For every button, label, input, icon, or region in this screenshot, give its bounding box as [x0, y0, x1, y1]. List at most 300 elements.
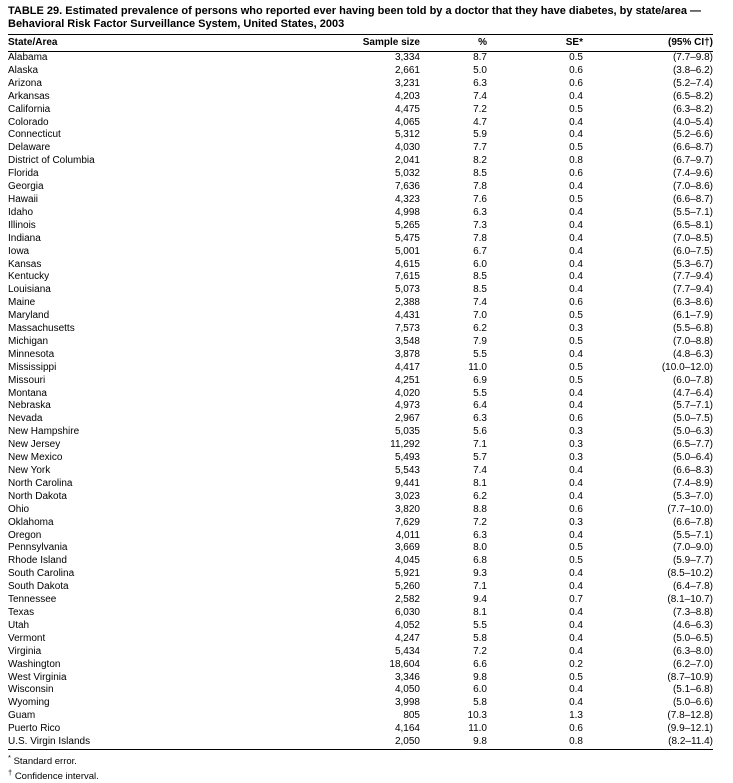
- table-row: [8, 52, 713, 65]
- percent-cell: 5.6: [473, 426, 487, 438]
- percent-cell: 5.5: [473, 348, 487, 360]
- state-area-cell: District of Columbia: [8, 155, 95, 167]
- sample-size-cell: 5,260: [394, 581, 420, 593]
- sample-size-cell: 2,967: [394, 413, 420, 425]
- ci-cell: (6.0–7.5): [672, 245, 713, 257]
- column-header-se: SE*: [487, 35, 583, 52]
- percent-cell: 9.8: [473, 671, 487, 683]
- state-area-cell: Georgia: [8, 181, 44, 193]
- sample-size-cell: 4,247: [394, 632, 420, 644]
- se-cell: 0.8: [569, 155, 583, 167]
- se-cell: 0.4: [569, 206, 583, 218]
- table-row: [8, 620, 713, 633]
- table-row: [8, 220, 713, 233]
- ci-cell: (7.0–8.8): [672, 335, 713, 347]
- ci-cell: (6.2–7.0): [672, 658, 713, 670]
- ci-cell: (6.7–9.7): [672, 155, 713, 167]
- state-area-cell: Tennessee: [8, 594, 57, 606]
- sample-size-cell: 2,050: [394, 736, 420, 748]
- table-row: [8, 517, 713, 530]
- table-row: [8, 129, 713, 142]
- percent-cell: 9.4: [473, 594, 487, 606]
- table-row: [8, 697, 713, 710]
- table-row: [8, 362, 713, 375]
- sample-size-cell: 3,548: [394, 335, 420, 347]
- sample-size-cell: 5,434: [394, 645, 420, 657]
- se-cell: 0.5: [569, 52, 583, 63]
- se-cell: 0.4: [569, 258, 583, 270]
- ci-cell: (7.0–8.6): [672, 181, 713, 193]
- ci-cell: (5.0–7.5): [672, 413, 713, 425]
- state-area-cell: Alabama: [8, 52, 48, 63]
- sample-size-cell: 5,475: [394, 232, 420, 244]
- table-row: [8, 388, 713, 401]
- ci-cell: (6.1–7.9): [672, 310, 713, 322]
- state-area-cell: Hawaii: [8, 193, 39, 205]
- ci-cell: (9.9–12.1): [667, 723, 713, 735]
- state-area-cell: Missouri: [8, 374, 46, 386]
- ci-cell: (10.0–12.0): [661, 361, 713, 373]
- table-row: [8, 633, 713, 646]
- table-row: [8, 542, 713, 555]
- column-header-sample-size: Sample size: [308, 35, 420, 52]
- ci-cell: (5.5–6.8): [672, 323, 713, 335]
- state-area-cell: South Carolina: [8, 568, 75, 580]
- ci-cell: (3.8–6.2): [672, 64, 713, 76]
- percent-cell: 8.0: [473, 542, 487, 554]
- se-cell: 0.3: [569, 516, 583, 528]
- se-cell: 0.3: [569, 439, 583, 451]
- percent-cell: 7.2: [473, 103, 487, 115]
- se-cell: 0.4: [569, 606, 583, 618]
- table-row: [8, 684, 713, 697]
- state-area-cell: Vermont: [8, 632, 46, 644]
- table-row: [8, 426, 713, 439]
- table-row: [8, 659, 713, 672]
- percent-cell: 8.1: [473, 477, 487, 489]
- percent-cell: 7.1: [473, 439, 487, 451]
- ci-cell: (5.9–7.7): [672, 555, 713, 567]
- table-row: [8, 181, 713, 194]
- percent-cell: 6.9: [473, 374, 487, 386]
- state-area-cell: California: [8, 103, 51, 115]
- ci-cell: (5.5–7.1): [672, 529, 713, 541]
- state-area-cell: Ohio: [8, 503, 30, 515]
- ci-cell: (6.3–8.6): [672, 297, 713, 309]
- percent-cell: 8.5: [473, 284, 487, 296]
- state-area-cell: Pennsylvania: [8, 542, 68, 554]
- state-area-cell: Guam: [8, 710, 36, 722]
- se-cell: 0.5: [569, 361, 583, 373]
- sample-size-cell: 4,431: [394, 310, 420, 322]
- state-area-cell: New York: [8, 465, 51, 476]
- se-cell: 0.3: [569, 426, 583, 438]
- percent-cell: 6.2: [473, 323, 487, 335]
- ci-cell: (8.1–10.7): [667, 594, 713, 606]
- sample-size-cell: 7,573: [394, 323, 420, 335]
- se-cell: 0.6: [569, 64, 583, 76]
- sample-size-cell: 2,041: [394, 155, 420, 167]
- ci-cell: (6.6–7.8): [672, 516, 713, 528]
- se-cell: 0.4: [569, 116, 583, 128]
- state-area-cell: Kansas: [8, 258, 42, 270]
- percent-cell: 5.9: [473, 129, 487, 141]
- ci-cell: (5.3–6.7): [672, 258, 713, 270]
- percent-cell: 8.2: [473, 155, 487, 167]
- se-cell: 0.4: [569, 181, 583, 193]
- sample-size-cell: 5,543: [394, 465, 420, 476]
- footnote-marker: †: [8, 768, 13, 778]
- ci-cell: (6.5–8.2): [672, 90, 713, 102]
- table-row: [8, 65, 713, 78]
- percent-cell: 7.1: [473, 581, 487, 593]
- state-area-cell: Louisiana: [8, 284, 51, 296]
- state-area-cell: Montana: [8, 387, 47, 399]
- ci-cell: (5.2–7.4): [672, 77, 713, 89]
- sample-size-cell: 4,973: [394, 400, 420, 412]
- percent-cell: 6.3: [473, 529, 487, 541]
- table-row: [8, 259, 713, 272]
- ci-cell: (4.6–6.3): [672, 619, 713, 631]
- se-cell: 0.4: [569, 632, 583, 644]
- percent-cell: 8.7: [473, 52, 487, 63]
- column-header-state-area: State/Area: [8, 35, 308, 52]
- table-row: [8, 168, 713, 181]
- state-area-cell: Wisconsin: [8, 684, 54, 696]
- state-area-cell: Illinois: [8, 219, 36, 231]
- table-row: [8, 207, 713, 220]
- se-cell: 0.6: [569, 77, 583, 89]
- ci-cell: (7.7–9.4): [672, 271, 713, 283]
- state-area-cell: Maryland: [8, 310, 50, 322]
- se-cell: 0.4: [569, 348, 583, 360]
- state-area-cell: Utah: [8, 619, 30, 631]
- header-row: [8, 35, 713, 52]
- sample-size-cell: 3,669: [394, 542, 420, 554]
- percent-cell: 5.5: [473, 619, 487, 631]
- percent-cell: 6.0: [473, 684, 487, 696]
- footnote-text: Confidence interval.: [14, 771, 99, 783]
- sample-size-cell: 6,030: [394, 606, 420, 618]
- state-area-cell: Washington: [8, 658, 61, 670]
- table-row: [8, 375, 713, 388]
- sample-size-cell: 4,417: [394, 361, 420, 373]
- state-area-cell: North Carolina: [8, 477, 73, 489]
- sample-size-cell: 7,629: [394, 516, 420, 528]
- ci-cell: (5.1–6.8): [672, 684, 713, 696]
- state-area-cell: U.S. Virgin Islands: [8, 736, 91, 748]
- column-header-ci: (95% CI†): [583, 35, 713, 52]
- state-area-cell: Iowa: [8, 245, 30, 257]
- ci-cell: (8.7–10.9): [667, 671, 713, 683]
- se-cell: 0.4: [569, 387, 583, 399]
- table-row: [8, 142, 713, 155]
- table-title: TABLE 29. Estimated prevalence of persons who reported ever having been told by a doctor that they have diabetes, by state/area — Behavioral Risk Factor Surveillance System, United States, 2003: [8, 5, 701, 30]
- state-area-cell: New Jersey: [8, 439, 61, 451]
- percent-cell: 6.6: [473, 658, 487, 670]
- sample-size-cell: 4,203: [394, 90, 420, 102]
- table-row: [8, 284, 713, 297]
- sample-size-cell: 3,998: [394, 697, 420, 709]
- state-area-cell: Oklahoma: [8, 516, 54, 528]
- table-row: [8, 246, 713, 259]
- ci-cell: (5.0–6.4): [672, 452, 713, 464]
- sample-size-cell: 805: [403, 710, 420, 722]
- prevalence-table: [8, 34, 713, 750]
- percent-cell: 6.2: [473, 490, 487, 502]
- table-row: [8, 155, 713, 168]
- state-area-cell: New Mexico: [8, 452, 63, 464]
- state-area-cell: New Hampshire: [8, 426, 80, 438]
- ci-cell: (6.0–7.8): [672, 374, 713, 386]
- sample-size-cell: 7,636: [394, 181, 420, 193]
- se-cell: 0.4: [569, 245, 583, 257]
- ci-cell: (7.8–12.8): [667, 710, 713, 722]
- sample-size-cell: 5,493: [394, 452, 420, 464]
- percent-cell: 7.8: [473, 232, 487, 244]
- sample-size-cell: 5,035: [394, 426, 420, 438]
- ci-cell: (6.3–8.0): [672, 645, 713, 657]
- table-row: [8, 400, 713, 413]
- se-cell: 0.4: [569, 90, 583, 102]
- se-cell: 0.5: [569, 671, 583, 683]
- sample-size-cell: 4,052: [394, 619, 420, 631]
- sample-size-cell: 2,661: [394, 64, 420, 76]
- percent-cell: 5.0: [473, 64, 487, 76]
- se-cell: 0.7: [569, 594, 583, 606]
- se-cell: 0.5: [569, 555, 583, 567]
- se-cell: 0.4: [569, 400, 583, 412]
- sample-size-cell: 5,001: [394, 245, 420, 257]
- table-row: [8, 452, 713, 465]
- table-row: [8, 91, 713, 104]
- table-row: [8, 491, 713, 504]
- ci-cell: (6.5–8.1): [672, 219, 713, 231]
- se-cell: 0.5: [569, 103, 583, 115]
- percent-cell: 6.8: [473, 555, 487, 567]
- sample-size-cell: 4,164: [394, 723, 420, 735]
- state-area-cell: Arkansas: [8, 90, 50, 102]
- sample-size-cell: 4,050: [394, 684, 420, 696]
- sample-size-cell: 5,073: [394, 284, 420, 296]
- se-cell: 0.4: [569, 684, 583, 696]
- state-area-cell: Connecticut: [8, 129, 61, 141]
- se-cell: 0.6: [569, 723, 583, 735]
- se-cell: 0.5: [569, 193, 583, 205]
- percent-cell: 7.0: [473, 310, 487, 322]
- se-cell: 0.2: [569, 658, 583, 670]
- percent-cell: 7.8: [473, 181, 487, 193]
- ci-cell: (8.2–11.4): [668, 736, 713, 748]
- percent-cell: 5.8: [473, 697, 487, 709]
- sample-size-cell: 4,020: [394, 387, 420, 399]
- table-row: [8, 594, 713, 607]
- se-cell: 0.4: [569, 697, 583, 709]
- sample-size-cell: 5,312: [394, 129, 420, 141]
- table-row: [8, 478, 713, 491]
- se-cell: 0.6: [569, 413, 583, 425]
- table-row: [8, 568, 713, 581]
- sample-size-cell: 4,475: [394, 103, 420, 115]
- ci-cell: (6.6–8.7): [672, 193, 713, 205]
- table-row: [8, 297, 713, 310]
- table-row: [8, 555, 713, 568]
- sample-size-cell: 3,334: [394, 52, 420, 63]
- percent-cell: 6.3: [473, 206, 487, 218]
- state-area-cell: Wyoming: [8, 697, 50, 709]
- state-area-cell: Oregon: [8, 529, 42, 541]
- ci-cell: (7.0–8.5): [672, 232, 713, 244]
- percent-cell: 6.4: [473, 400, 487, 412]
- footnotes: [8, 752, 713, 782]
- footnote-text: Standard error.: [13, 756, 77, 768]
- table-row: [8, 194, 713, 207]
- ci-cell: (7.7–10.0): [667, 503, 713, 515]
- percent-cell: 7.7: [473, 142, 487, 154]
- percent-cell: 7.4: [473, 90, 487, 102]
- table-row: [8, 310, 713, 323]
- ci-cell: (7.4–8.9): [672, 477, 713, 489]
- state-area-cell: Massachusetts: [8, 323, 75, 335]
- percent-cell: 5.5: [473, 387, 487, 399]
- state-area-cell: Colorado: [8, 116, 49, 128]
- state-area-cell: Puerto Rico: [8, 723, 61, 735]
- table-row: [8, 349, 713, 362]
- footnote-confidence-interval: [8, 767, 713, 782]
- table-row: [8, 504, 713, 517]
- column-header-percent: %: [420, 35, 487, 52]
- table-row: [8, 271, 713, 284]
- sample-size-cell: 3,820: [394, 503, 420, 515]
- se-cell: 0.4: [569, 271, 583, 283]
- table-row: [8, 323, 713, 336]
- table-row: [8, 646, 713, 659]
- percent-cell: 11.0: [468, 723, 487, 735]
- sample-size-cell: 5,265: [394, 219, 420, 231]
- se-cell: 0.4: [569, 490, 583, 502]
- sample-size-cell: 5,921: [394, 568, 420, 580]
- state-area-cell: Alaska: [8, 64, 39, 76]
- ci-cell: (5.5–7.1): [672, 206, 713, 218]
- se-cell: 0.4: [569, 232, 583, 244]
- footnote-marker: *: [8, 752, 11, 762]
- se-cell: 0.4: [569, 219, 583, 231]
- percent-cell: 7.2: [473, 645, 487, 657]
- se-cell: 0.5: [569, 335, 583, 347]
- percent-cell: 8.8: [473, 503, 487, 515]
- percent-cell: 4.7: [473, 116, 487, 128]
- ci-cell: (7.7–9.4): [672, 284, 713, 296]
- percent-cell: 11.0: [468, 361, 487, 373]
- sample-size-cell: 3,878: [394, 348, 420, 360]
- se-cell: 0.3: [569, 452, 583, 464]
- sample-size-cell: 4,065: [394, 116, 420, 128]
- se-cell: 0.4: [569, 465, 583, 476]
- state-area-cell: Minnesota: [8, 348, 55, 360]
- percent-cell: 10.3: [467, 710, 487, 722]
- ci-cell: (7.7–9.8): [672, 52, 713, 63]
- table-row: [8, 413, 713, 426]
- se-cell: 0.4: [569, 581, 583, 593]
- ci-cell: (4.8–6.3): [672, 348, 713, 360]
- table-row: [8, 581, 713, 594]
- ci-cell: (7.4–9.6): [672, 168, 713, 180]
- se-cell: 0.4: [569, 284, 583, 296]
- se-cell: 0.4: [569, 568, 583, 580]
- percent-cell: 6.0: [473, 258, 487, 270]
- state-area-cell: West Virginia: [8, 671, 67, 683]
- percent-cell: 7.9: [473, 335, 487, 347]
- percent-cell: 7.6: [473, 193, 487, 205]
- footnote-standard-error: [8, 752, 713, 767]
- percent-cell: 5.7: [473, 452, 487, 464]
- ci-cell: (6.5–7.7): [672, 439, 713, 451]
- ci-cell: (7.3–8.8): [672, 606, 713, 618]
- percent-cell: 5.8: [473, 632, 487, 644]
- state-area-cell: South Dakota: [8, 581, 69, 593]
- state-area-cell: Nevada: [8, 413, 43, 425]
- state-area-cell: Kentucky: [8, 271, 50, 283]
- sample-size-cell: 4,045: [394, 555, 420, 567]
- ci-cell: (7.0–9.0): [672, 542, 713, 554]
- state-area-cell: Maine: [8, 297, 36, 309]
- table-row: [8, 607, 713, 620]
- ci-cell: (6.6–8.7): [672, 142, 713, 154]
- state-area-cell: Virginia: [8, 645, 42, 657]
- ci-cell: (5.0–6.5): [672, 632, 713, 644]
- state-area-cell: Delaware: [8, 142, 51, 154]
- se-cell: 0.4: [569, 529, 583, 541]
- ci-cell: (5.7–7.1): [672, 400, 713, 412]
- table-row: [8, 233, 713, 246]
- state-area-cell: Idaho: [8, 206, 34, 218]
- state-area-cell: North Dakota: [8, 490, 67, 502]
- ci-cell: (6.6–8.3): [672, 465, 713, 476]
- percent-cell: 7.4: [473, 465, 487, 476]
- table-row: [8, 530, 713, 543]
- state-area-cell: Michigan: [8, 335, 49, 347]
- sample-size-cell: 7,615: [394, 271, 420, 283]
- sample-size-cell: 4,030: [394, 142, 420, 154]
- table-row: [8, 336, 713, 349]
- sample-size-cell: 2,388: [394, 297, 420, 309]
- table-row: [8, 78, 713, 91]
- se-cell: 0.6: [569, 168, 583, 180]
- se-cell: 0.3: [569, 323, 583, 335]
- ci-cell: (5.0–6.3): [672, 426, 713, 438]
- state-area-cell: Rhode Island: [8, 555, 67, 567]
- se-cell: 0.4: [569, 645, 583, 657]
- sample-size-cell: 4,011: [395, 529, 420, 541]
- sample-size-cell: 4,323: [394, 193, 420, 205]
- sample-size-cell: 18,604: [389, 658, 420, 670]
- state-area-cell: Indiana: [8, 232, 41, 244]
- se-cell: 0.5: [569, 542, 583, 554]
- ci-cell: (5.2–6.6): [672, 129, 713, 141]
- se-cell: 0.6: [569, 297, 583, 309]
- state-area-cell: Texas: [8, 606, 35, 618]
- se-cell: 0.5: [569, 374, 583, 386]
- percent-cell: 8.5: [473, 271, 487, 283]
- sample-size-cell: 11,292: [390, 439, 420, 451]
- se-cell: 0.4: [569, 129, 583, 141]
- percent-cell: 6.7: [473, 245, 487, 257]
- table-row: [8, 439, 713, 452]
- table-body: [8, 52, 713, 750]
- table-row: [8, 723, 713, 736]
- sample-size-cell: 3,231: [394, 77, 420, 89]
- table-row: [8, 465, 713, 478]
